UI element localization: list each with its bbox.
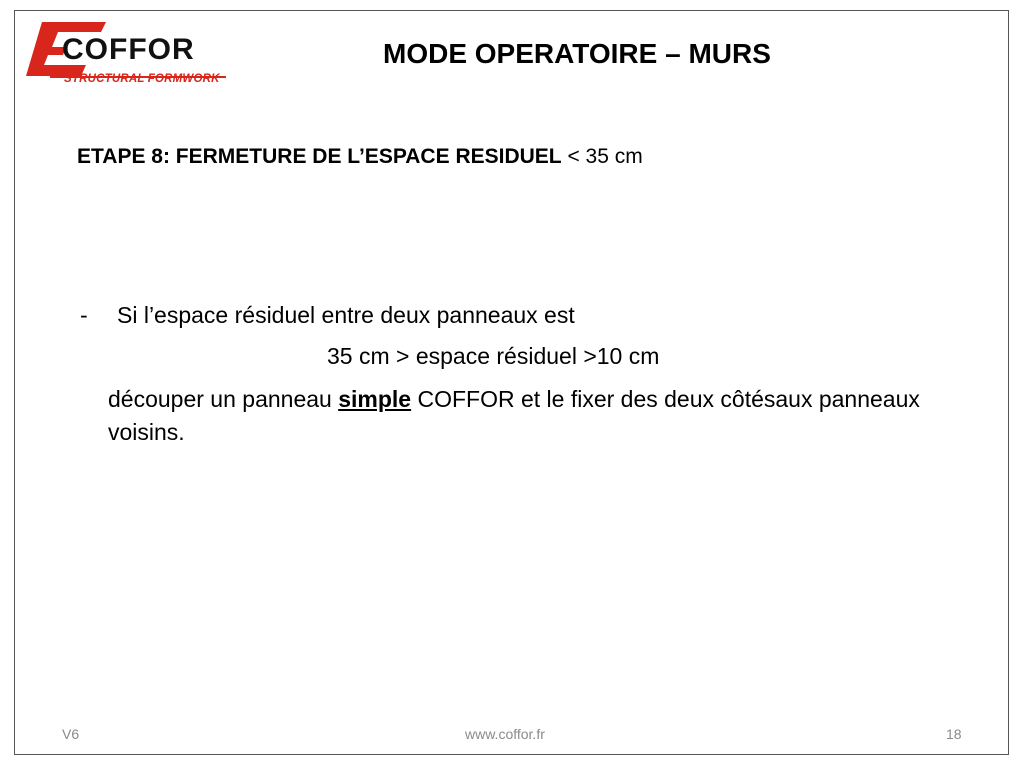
- step-suffix: < 35 cm: [561, 145, 643, 168]
- logo-tagline: STRUCTURAL FORMWORK: [64, 73, 220, 85]
- para-after: COFFOR et le fixer des deux côtésaux panneaux voisins.: [108, 386, 920, 445]
- bullet-text-line1: Si l’espace résiduel entre deux panneaux est: [117, 302, 575, 328]
- step-label: ETAPE 8: FERMETURE DE L’ESPACE RESIDUEL: [77, 145, 562, 168]
- step-heading: [77, 143, 643, 171]
- para-before: découper un panneau: [108, 386, 339, 412]
- footer-website: www.coffor.fr: [465, 726, 545, 742]
- logo-wordmark: COFFOR: [62, 33, 195, 66]
- bullet-marker: -: [80, 302, 88, 328]
- coffor-logo: [26, 20, 230, 90]
- footer-version: V6: [62, 726, 80, 742]
- bullet-text-line2: 35 cm > espace résiduel >10 cm: [327, 343, 660, 369]
- para-keyword: simple: [338, 386, 412, 412]
- page-title: MODE OPERATOIRE – MURS: [383, 38, 771, 69]
- instruction-paragraph: [108, 383, 998, 449]
- footer-page-number: 18: [946, 726, 962, 742]
